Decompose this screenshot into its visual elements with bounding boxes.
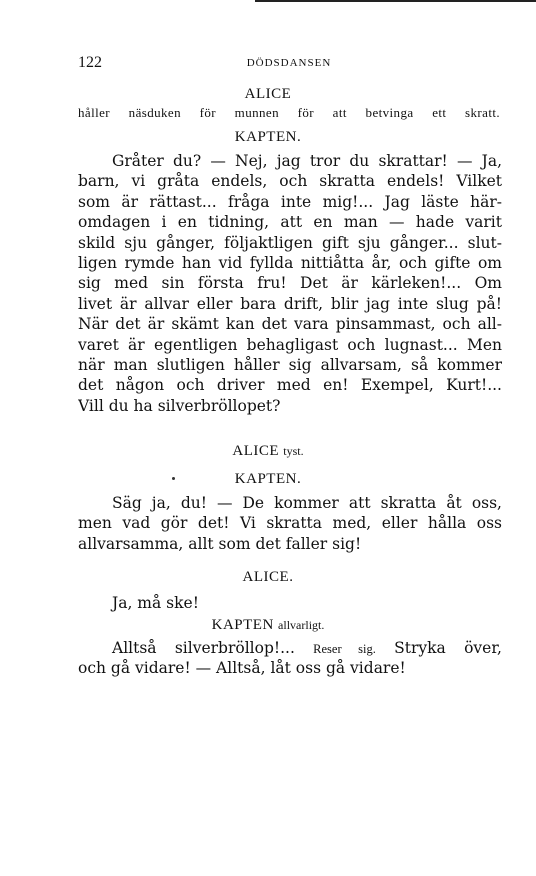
- stage-direction-2: tyst.: [283, 444, 304, 458]
- text-line: skild sju gånger, följaktligen gift sju gånger... slut-: [78, 233, 502, 252]
- text-line: Säg ja, du! — De kommer att skratta åt oss,: [112, 494, 502, 512]
- text-line: det någon och driver med en! Exempel, Kurt!...: [78, 376, 502, 395]
- text-line: Gråter du? — Nej, jag tror du skrattar! — Ja,: [112, 152, 502, 170]
- speaker-kapten-2: KAPTEN.: [234, 471, 302, 487]
- text-line: Vill du ha silverbröllopet?: [78, 396, 281, 415]
- text-line: [78, 638, 502, 658]
- text-line: omdagen i en tidning, att en man — hade varit: [78, 213, 502, 232]
- text-line: allvarsamma, allt som det faller sig!: [78, 534, 362, 553]
- text-line: men vad gör det! Vi skratta med, eller hålla oss: [78, 514, 502, 533]
- text-line: Ja, må ske!: [112, 594, 199, 612]
- speaker-alice-2: [0, 443, 536, 460]
- speaker-name: KAPTEN: [211, 617, 274, 633]
- speech-fragment: Alltså silverbröllop!...: [112, 639, 295, 657]
- text-line: och gå vidare! — Alltså, låt oss gå vidare!: [78, 659, 406, 678]
- text-line: som är rättast... fråga inte mig!... Jag läste här-: [78, 192, 502, 211]
- page-header: [78, 54, 500, 74]
- text-line: barn, vi gråta endels, och skratta endels! Vilket: [78, 172, 502, 191]
- text-line: När det är skämt kan det vara pinsammast, och all-: [78, 315, 502, 334]
- speech-fragment: Stryka över,: [394, 639, 502, 657]
- text-line: livet är allvar eller bara drift, blir jag inte slug på!: [78, 294, 502, 313]
- speaker-alice-1: ALICE: [244, 86, 292, 102]
- running-title: DÖDSDANSEN: [246, 57, 332, 69]
- text-line: när man slutligen håller sig allvarsam, så kommer: [78, 355, 502, 374]
- speaker-kapten-1: KAPTEN.: [234, 129, 302, 145]
- speaker-kapten-3: [0, 617, 536, 634]
- speech-kapten-2: [78, 493, 502, 554]
- speaker-name: ALICE: [232, 443, 280, 459]
- speech-alice-3: [78, 593, 502, 613]
- speech-kapten-1: [78, 151, 502, 416]
- speech-kapten-3: [78, 638, 502, 679]
- stage-direction-1: håller näsduken för munnen för att betvinga ett skratt.: [78, 105, 500, 120]
- text-line: varet är egentligen behagligast och lugnast... Men: [78, 335, 502, 354]
- stage-direction-3: allvarligt.: [278, 618, 325, 632]
- speaker-alice-3: ALICE.: [242, 569, 294, 585]
- top-edge-rule: [255, 0, 536, 2]
- page-number: 122: [78, 54, 102, 71]
- stage-direction-inline: Reser sig.: [313, 642, 376, 656]
- text-line: ligen rymde han vid fyllda nittiåtta år, och gifte om: [78, 253, 502, 272]
- text-line: sig med sin första fru! Det är kärleken!... Om: [78, 274, 502, 293]
